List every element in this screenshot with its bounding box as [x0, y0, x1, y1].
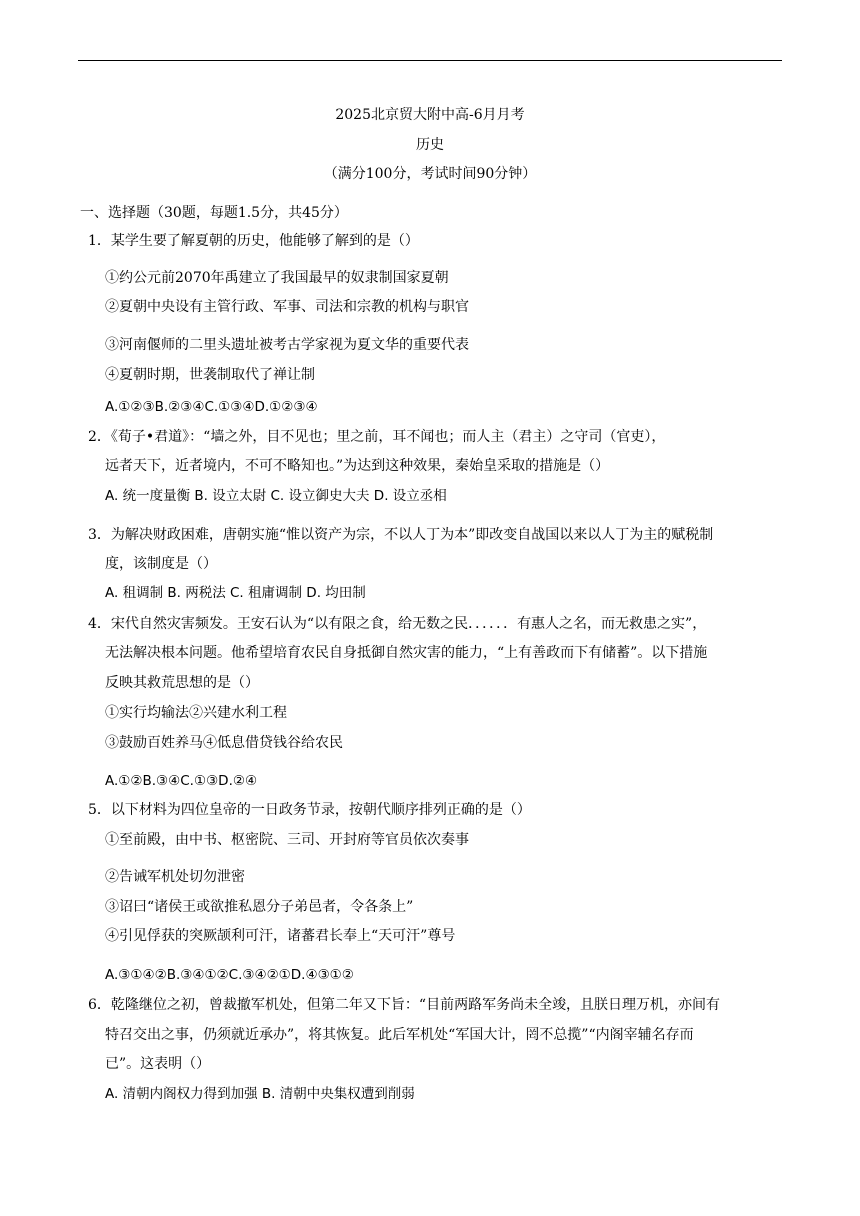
question-5-stem: 5．以下材料为四位皇帝的一日政务节录，按朝代顺序排列正确的是（）	[88, 802, 531, 818]
question-5-item-3: ③诏曰“诸侯王或欲推私恩分子弟邑者，令各条上”	[105, 899, 414, 915]
question-6-options: A. 清朝内阁权力得到加强 B. 清朝中央集权遭到削弱	[105, 1086, 415, 1102]
question-4-stem-line-3: 反映其救荒思想的是（）	[105, 675, 259, 691]
question-4-item-2: ③鼓励百姓养马④低息借贷钱谷给农民	[105, 735, 343, 751]
question-1-stem: 1．某学生要了解夏朝的历史，他能够了解到的是（）	[88, 233, 419, 249]
question-2-stem-line-1: 2．《荀子•君道》：“墙之外，目不见也；里之前，耳不闻也；而人主（君主）之守司（官吏），	[88, 429, 666, 445]
question-4-item-1: ①实行均输法②兴建水利工程	[105, 705, 287, 721]
top-rule	[78, 60, 782, 61]
question-1-item-4: ④夏朝时期，世袭制取代了禅让制	[105, 367, 315, 383]
question-5-item-2: ②告诫军机处切勿泄密	[105, 869, 245, 885]
question-5-options: A.③①④②B.③④①②C.③④②①D.④③①②	[105, 967, 354, 983]
exam-info: （满分100分，考试时间90分钟）	[323, 166, 537, 182]
question-2-options: A. 统一度量衡 B. 设立太尉 C. 设立御史大夫 D. 设立丞相	[105, 488, 447, 504]
question-5-item-1: ①至前殿，由中书、枢密院、三司、开封府等官员依次奏事	[105, 832, 469, 848]
question-1-options: A.①②③B.②③④C.①③④D.①②③④	[105, 399, 318, 415]
question-4-stem-line-1: 4．宋代自然灾害频发。王安石认为“以有限之食，给无数之民．．．．．．有惠人之名，而无救患之实”，	[88, 616, 707, 632]
question-5-item-4: ④引见俘获的突厥颉利可汗，诸蕃君长奉上“天可汗”尊号	[105, 928, 456, 944]
question-6-stem-line-2: 特召交出之事，仍须就近承办”，将其恢复。此后军机处“军国大计，罔不总揽”“内阁宰辅名存而	[105, 1027, 694, 1043]
question-1-item-1: ①约公元前2070年禹建立了我国最早的奴隶制国家夏朝	[105, 270, 449, 286]
question-6-stem-line-1: 6．乾隆继位之初，曾裁撤军机处，但第二年又下旨：“目前两路军务尚未全竣，且朕日理万机，亦间有	[88, 997, 721, 1013]
exam-subject: 历史	[416, 137, 444, 153]
question-6-stem-line-3: 已”。这表明（）	[105, 1056, 211, 1072]
section-heading: 一、选择题（30题，每题1.5分，共45分）	[80, 205, 348, 221]
exam-title: 2025北京贸大附中高-6月月考	[335, 107, 525, 123]
question-1-item-3: ③河南偃师的二里头遗址被考古学家视为夏文华的重要代表	[105, 337, 469, 353]
question-3-stem-line-2: 度，该制度是（）	[105, 556, 217, 572]
question-4-stem-line-2: 无法解决根本问题。他希望培育农民自身抵御自然灾害的能力，“上有善政而下有储蓄”。以下措施	[105, 645, 708, 661]
question-4-options: A.①②B.③④C.①③D.②④	[105, 773, 258, 789]
question-2-stem-line-2: 远者天下，近者境内，不可不略知也。”为达到这种效果，秦始皇采取的措施是（）	[105, 458, 610, 474]
question-3-stem-line-1: 3．为解决财政困难，唐朝实施“惟以资产为宗，不以人丁为本”即改变自战国以来以人丁为主的赋税制	[88, 527, 714, 543]
question-1-item-2: ②夏朝中央设有主管行政、军事、司法和宗教的机构与职官	[105, 299, 469, 315]
question-3-options: A. 租调制 B. 两税法 C. 租庸调制 D. 均田制	[105, 585, 366, 601]
